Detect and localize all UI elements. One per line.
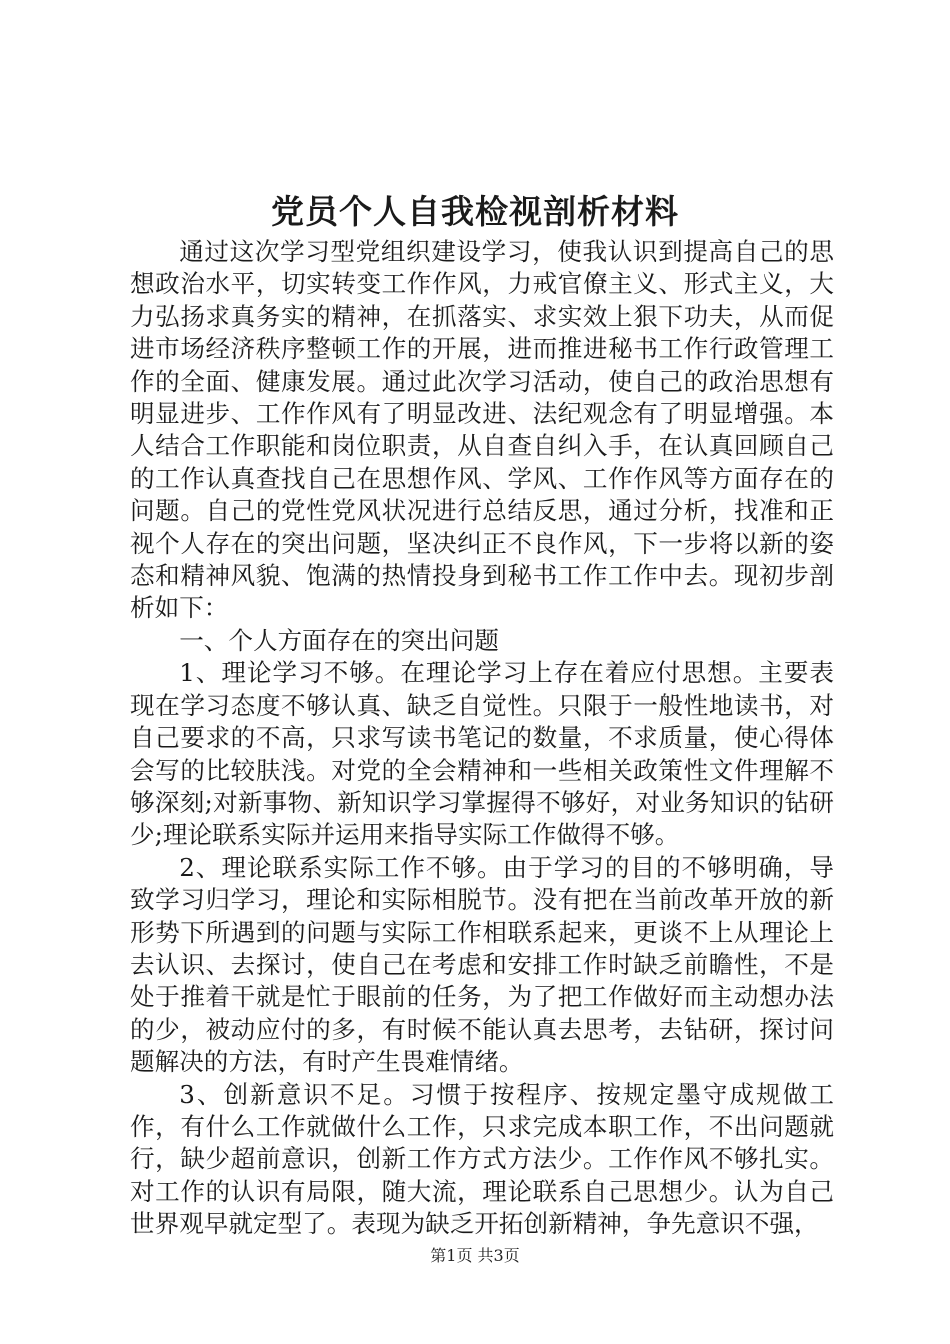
section-heading: 一、个人方面存在的突出问题 [179,625,499,655]
document-body [130,236,834,1241]
document-title: 党员个人自我检视剖析材料 [271,192,679,231]
page-number-footer: 第1页 共3页 [430,1246,520,1265]
paragraph-item-2: 2、理论联系实际工作不够。由于学习的目的不够明确，导致学习归学习，理论和实际相脱节。没有把在当前改革开放的新形势下所遇到的问题与实际工作相联系起来，更谈不上从理论上去认识、去探讨，使自己在考虑和安排工作时缺乏前瞻性，不是处于推着干就是忙于眼前的任务，为了把工作做好而主动想办法的少，被动应付的多，有时候不能认真去思考，去钻研，探讨问题解决的方法，有时产生畏难情绪。 [130,852,834,1077]
paragraph-item-3: 3、创新意识不足。习惯于按程序、按规定墨守成规做工作，有什么工作就做什么工作，只求完成本职工作，不出问题就行，缺少超前意识，创新工作方式方法少。工作作风不够扎实。对工作的认识有局限，随大流，理论联系自己思想少。认为自己世界观早就定型了。表现为缺乏开拓创新精神，争先意识不强， [130,1079,834,1239]
paragraph-item-1: 1、理论学习不够。在理论学习上存在着应付思想。主要表现在学习态度不够认真、缺乏自觉性。只限于一般性地读书，对自己要求的不高，只求写读书笔记的数量，不求质量，使心得体会写的比较肤浅。对党的全会精神和一些相关政策性文件理解不够深刻;对新事物、新知识学习掌握得不够好，对业务知识的钻研少;理论联系实际并运用来指导实际工作做得不够。 [130,658,834,850]
paragraph-intro: 通过这次学习型党组织建设学习，使我认识到提高自己的思想政治水平，切实转变工作作风，力戒官僚主义、形式主义，大力弘扬求真务实的精神，在抓落实、求实效上狠下功夫，从而促进市场经济秩序整顿工作的开展，进而推进秘书工作行政管理工作的全面、健康发展。通过此次学习活动，使自己的政治思想有明显进步、工作作风有了明显改进、法纪观念有了明显增强。本人结合工作职能和岗位职责，从自查自纠入手，在认真回顾自己的工作认真查找自己在思想作风、学风、工作作风等方面存在的问题。自己的党性党风状况进行总结反思，通过分析，找准和正视个人存在的突出问题，坚决纠正不良作风，下一步将以新的姿态和精神风貌、饱满的热情投身到秘书工作工作中去。现初步剖析如下： [130,237,834,623]
